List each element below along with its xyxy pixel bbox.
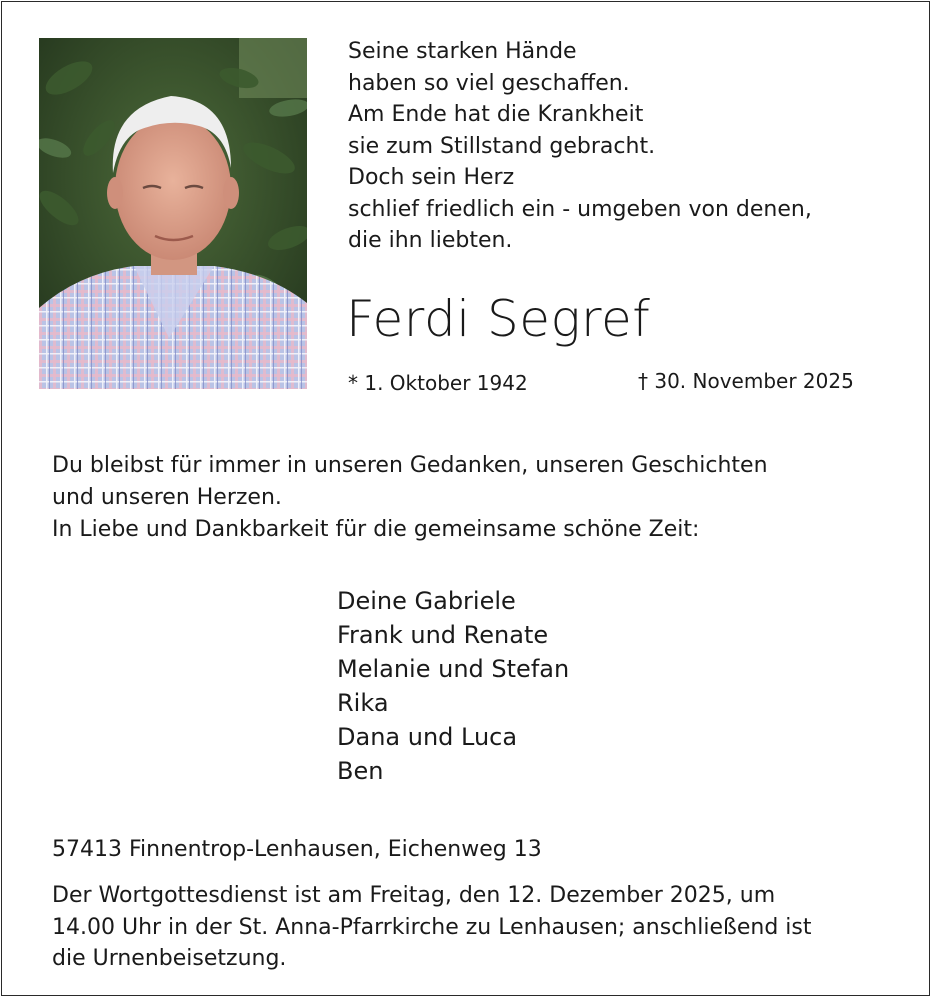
service-line: 14.00 Uhr in der St. Anna-Pfarrkirche zu Lenhausen; anschließend ist bbox=[52, 914, 812, 940]
family-member: Frank und Renate bbox=[337, 621, 549, 649]
message-line: und unseren Herzen. bbox=[52, 485, 282, 510]
poem-line: haben so viel geschaffen. bbox=[348, 70, 630, 96]
family-list bbox=[337, 584, 569, 788]
deceased-name: Ferdi Segref bbox=[346, 290, 651, 348]
family-member: Rika bbox=[337, 689, 389, 717]
death-date: † 30. November 2025 bbox=[638, 369, 854, 393]
poem-line: die ihn liebten. bbox=[348, 228, 513, 253]
birth-date: * 1. Oktober 1942 bbox=[348, 371, 528, 395]
poem-line: Doch sein Herz bbox=[348, 165, 515, 190]
message-line: In Liebe und Dankbarkeit für die gemeinsame schöne Zeit: bbox=[52, 517, 700, 542]
poem bbox=[348, 36, 812, 257]
service-line: die Urnenbeisetzung. bbox=[52, 946, 287, 971]
farewell-message bbox=[52, 450, 768, 546]
message-line: Du bleibst für immer in unseren Gedanken, unseren Geschichten bbox=[52, 453, 768, 478]
service-info bbox=[52, 880, 811, 975]
poem-line: sie zum Stillstand gebracht. bbox=[348, 133, 656, 159]
service-line: Der Wortgottesdienst ist am Freitag, den 12. Dezember 2025, um bbox=[52, 883, 776, 908]
poem-line: schlief friedlich ein - umgeben von denen, bbox=[348, 196, 812, 222]
portrait-photo bbox=[39, 38, 307, 389]
family-member: Melanie und Stefan bbox=[337, 655, 570, 683]
poem-line: Am Ende hat die Krankheit bbox=[348, 102, 644, 127]
family-member: Dana und Luca bbox=[337, 723, 518, 751]
address: 57413 Finnentrop-Lenhausen, Eichenweg 13 bbox=[52, 837, 542, 862]
family-member: Ben bbox=[337, 757, 384, 785]
family-member: Deine Gabriele bbox=[337, 587, 516, 615]
poem-line: Seine starken Hände bbox=[348, 39, 577, 64]
